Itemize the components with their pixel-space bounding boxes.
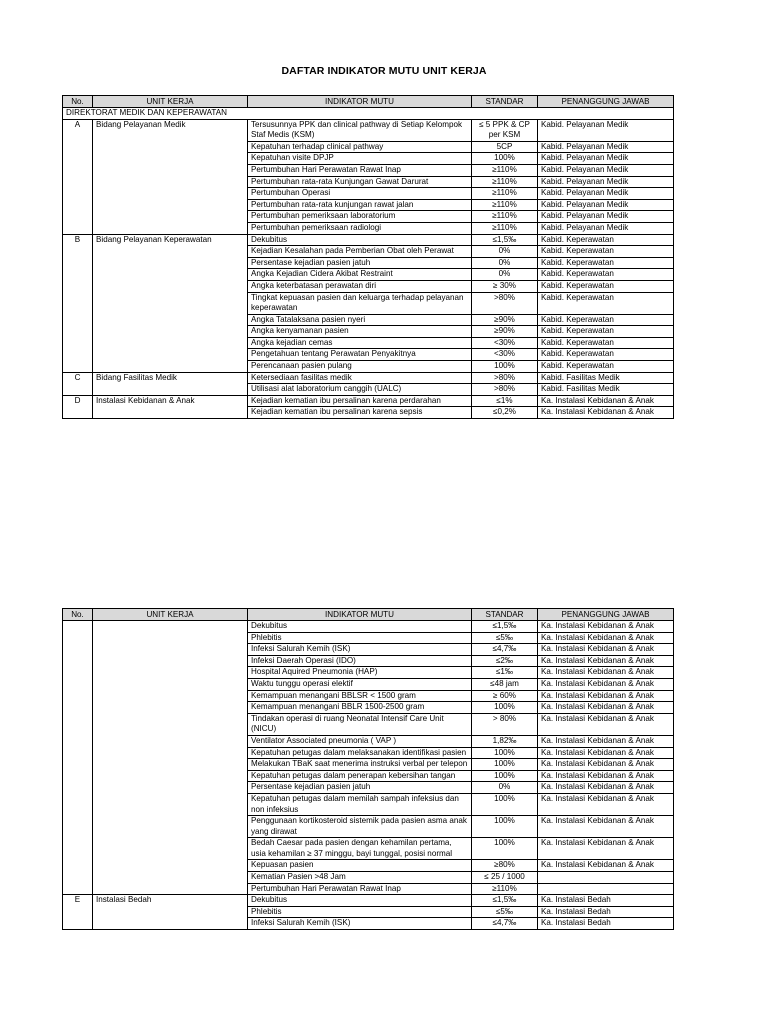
- indikator-mutu: Pertumbuhan pemeriksaan laboratorium: [248, 211, 472, 223]
- indikator-mutu: Angka Tatalaksana pasien nyeri: [248, 314, 472, 326]
- indikator-mutu: Tingkat kepuasan pasien dan keluarga terhadap pelayanan keperawatan: [248, 292, 472, 314]
- header-penanggung-jawab: PENANGGUNG JAWAB: [538, 609, 674, 621]
- penanggung-jawab: Ka. Instalasi Kebidanan & Anak: [538, 713, 674, 735]
- standar: 0%: [472, 257, 538, 269]
- indikator-mutu: Pertumbuhan rata-rata kunjungan rawat jalan: [248, 199, 472, 211]
- penanggung-jawab: Ka. Instalasi Kebidanan & Anak: [538, 816, 674, 838]
- table-row: [63, 234, 674, 246]
- unit-kerja: Bidang Fasilitas Medik: [93, 372, 248, 395]
- penanggung-jawab: Kabid. Keperawatan: [538, 280, 674, 292]
- table-row: [63, 621, 674, 633]
- header-unit-kerja: UNIT KERJA: [93, 96, 248, 108]
- penanggung-jawab: [538, 872, 674, 884]
- indikator-mutu: Utilisasi alat laboratorium canggih (UALC): [248, 384, 472, 396]
- table-row: [63, 895, 674, 907]
- indikator-mutu: Angka Kejadian Cidera Akibat Restraint: [248, 269, 472, 281]
- penanggung-jawab: Kabid. Pelayanan Medik: [538, 188, 674, 200]
- penanggung-jawab: Ka. Instalasi Bedah: [538, 906, 674, 918]
- penanggung-jawab: Ka. Instalasi Kebidanan & Anak: [538, 759, 674, 771]
- standar: ≥110%: [472, 883, 538, 895]
- penanggung-jawab: Kabid. Pelayanan Medik: [538, 141, 674, 153]
- indikator-mutu: Waktu tunggu operasi elektif: [248, 678, 472, 690]
- standar: 5CP: [472, 141, 538, 153]
- standar: ≤5‰: [472, 632, 538, 644]
- indikator-mutu: Infeksi Salurah Kemih (ISK): [248, 918, 472, 930]
- penanggung-jawab: Kabid. Keperawatan: [538, 292, 674, 314]
- standar: 100%: [472, 153, 538, 165]
- penanggung-jawab: Ka. Instalasi Bedah: [538, 895, 674, 907]
- table-header-row: [63, 609, 674, 621]
- penanggung-jawab: Ka. Instalasi Kebidanan & Anak: [538, 678, 674, 690]
- indikator-mutu: Kepuasan pasien: [248, 860, 472, 872]
- unit-kerja: Instalasi Kebidanan & Anak: [93, 395, 248, 418]
- standar: 0%: [472, 782, 538, 794]
- penanggung-jawab: Kabid. Keperawatan: [538, 257, 674, 269]
- standar: 100%: [472, 747, 538, 759]
- document-title: DAFTAR INDIKATOR MUTU UNIT KERJA: [281, 65, 487, 77]
- indikator-mutu: Angka kenyamanan pasien: [248, 326, 472, 338]
- indikator-mutu: Pertumbuhan Operasi: [248, 188, 472, 200]
- unit-kerja: Instalasi Bedah: [93, 895, 248, 930]
- indikator-mutu: Dekubitus: [248, 621, 472, 633]
- header-standar: STANDAR: [472, 96, 538, 108]
- standar: 100%: [472, 838, 538, 860]
- penanggung-jawab: Kabid. Pelayanan Medik: [538, 211, 674, 223]
- standar: ≥ 60%: [472, 690, 538, 702]
- standar: ≥90%: [472, 314, 538, 326]
- indikator-mutu: Tindakan operasi di ruang Neonatal Intensif Care Unit (NICU): [248, 713, 472, 735]
- standar: ≤1‰: [472, 667, 538, 679]
- indikator-mutu: Kepatuhan terhadap clinical pathway: [248, 141, 472, 153]
- penanggung-jawab: Kabid. Pelayanan Medik: [538, 153, 674, 165]
- penanggung-jawab: Ka. Instalasi Kebidanan & Anak: [538, 747, 674, 759]
- indikator-mutu: Angka keterbatasan perawatan diri: [248, 280, 472, 292]
- indikator-mutu: Persentase kejadian pasien jatuh: [248, 782, 472, 794]
- header-unit-kerja: UNIT KERJA: [93, 609, 248, 621]
- indikator-mutu: Angka kejadian cemas: [248, 337, 472, 349]
- standar: >80%: [472, 372, 538, 384]
- indikator-mutu: Pertumbuhan rata-rata Kunjungan Gawat Darurat: [248, 176, 472, 188]
- table-row: [63, 372, 674, 384]
- standar: ≤ 25 / 1000: [472, 872, 538, 884]
- penanggung-jawab: Ka. Instalasi Kebidanan & Anak: [538, 860, 674, 872]
- penanggung-jawab: Kabid. Pelayanan Medik: [538, 199, 674, 211]
- section-row: [63, 108, 674, 120]
- standar: <30%: [472, 349, 538, 361]
- penanggung-jawab: Kabid. Pelayanan Medik: [538, 119, 674, 141]
- penanggung-jawab: Ka. Instalasi Kebidanan & Anak: [538, 655, 674, 667]
- unit-kerja: Bidang Pelayanan Keperawatan: [93, 234, 248, 372]
- indikator-mutu: Pertumbuhan pemeriksaan radiologi: [248, 222, 472, 234]
- standar: ≤1,5‰: [472, 895, 538, 907]
- indikator-mutu: Dekubitus: [248, 234, 472, 246]
- standar: ≤1,5‰: [472, 234, 538, 246]
- standar: >80%: [472, 384, 538, 396]
- header-indikator-mutu: INDIKATOR MUTU: [248, 609, 472, 621]
- indikator-mutu: Kejadian kematian ibu persalinan karena sepsis: [248, 407, 472, 419]
- penanggung-jawab: Kabid. Keperawatan: [538, 246, 674, 258]
- section-label: DIREKTORAT MEDIK DAN KEPERAWATAN: [63, 108, 674, 120]
- penanggung-jawab: [538, 883, 674, 895]
- indikator-mutu: Melakukan TBaK saat menerima instruksi verbal per telepon: [248, 759, 472, 771]
- standar: 100%: [472, 816, 538, 838]
- indikator-mutu: Kematian Pasien >48 Jam: [248, 872, 472, 884]
- standar: ≥110%: [472, 188, 538, 200]
- indikator-mutu: Bedah Caesar pada pasien dengan kehamilan pertama, usia kehamilan ≥ 37 minggu, bayi tunggal, posisi normal: [248, 838, 472, 860]
- standar: 100%: [472, 793, 538, 815]
- penanggung-jawab: Kabid. Pelayanan Medik: [538, 164, 674, 176]
- standar: > 80%: [472, 713, 538, 735]
- standar: ≥110%: [472, 222, 538, 234]
- standar: ≥110%: [472, 164, 538, 176]
- standar: ≥80%: [472, 860, 538, 872]
- penanggung-jawab: Ka. Instalasi Kebidanan & Anak: [538, 735, 674, 747]
- standar: ≥90%: [472, 326, 538, 338]
- indikator-mutu: Infeksi Salurah Kemih (ISK): [248, 644, 472, 656]
- indikator-mutu: Tersusunnya PPK dan clinical pathway di Setiap Kelompok Staf Medis (KSM): [248, 119, 472, 141]
- standar: ≤0,2%: [472, 407, 538, 419]
- unit-number: E: [63, 895, 93, 930]
- unit-number: D: [63, 395, 93, 418]
- penanggung-jawab: Kabid. Keperawatan: [538, 349, 674, 361]
- indikator-mutu: Kepatuhan petugas dalam penerapan kebersihan tangan: [248, 770, 472, 782]
- indikator-mutu: Kepatuhan petugas dalam melaksanakan identifikasi pasien: [248, 747, 472, 759]
- standar: ≥110%: [472, 176, 538, 188]
- indikator-mutu: Kemampuan menangani BBLSR < 1500 gram: [248, 690, 472, 702]
- standar: ≥ 30%: [472, 280, 538, 292]
- indikator-mutu: Pertumbuhan Hari Perawatan Rawat Inap: [248, 164, 472, 176]
- standar: 1,82‰: [472, 735, 538, 747]
- header-no: No.: [63, 96, 93, 108]
- indikator-mutu: Pertumbuhan Hari Perawatan Rawat Inap: [248, 883, 472, 895]
- unit-number: B: [63, 234, 93, 372]
- penanggung-jawab: Kabid. Keperawatan: [538, 326, 674, 338]
- header-penanggung-jawab: PENANGGUNG JAWAB: [538, 96, 674, 108]
- penanggung-jawab: Ka. Instalasi Bedah: [538, 918, 674, 930]
- standar: 100%: [472, 770, 538, 782]
- indikator-mutu: Ketersediaan fasilitas medik: [248, 372, 472, 384]
- unit-number: C: [63, 372, 93, 395]
- standar: 100%: [472, 759, 538, 771]
- penanggung-jawab: Ka. Instalasi Kebidanan & Anak: [538, 690, 674, 702]
- standar: ≥110%: [472, 211, 538, 223]
- indikator-mutu: Perencanaan pasien pulang: [248, 361, 472, 373]
- standar: ≤4,7‰: [472, 644, 538, 656]
- indikator-mutu: Kejadian Kesalahan pada Pemberian Obat oleh Perawat: [248, 246, 472, 258]
- standar: 0%: [472, 246, 538, 258]
- table-row: [63, 395, 674, 407]
- standar: ≤ 5 PPK & CP per KSM: [472, 119, 538, 141]
- indikator-mutu: Persentase kejadian pasien jatuh: [248, 257, 472, 269]
- unit-kerja: [93, 621, 248, 895]
- indikator-mutu: Phlebitis: [248, 906, 472, 918]
- standar: ≤48 jam: [472, 678, 538, 690]
- standar: 100%: [472, 702, 538, 714]
- penanggung-jawab: Kabid. Keperawatan: [538, 269, 674, 281]
- penanggung-jawab: Ka. Instalasi Kebidanan & Anak: [538, 644, 674, 656]
- indikator-mutu: Kemampuan menangani BBLR 1500-2500 gram: [248, 702, 472, 714]
- penanggung-jawab: Ka. Instalasi Kebidanan & Anak: [538, 407, 674, 419]
- penanggung-jawab: Kabid. Pelayanan Medik: [538, 176, 674, 188]
- indikator-mutu: Dekubitus: [248, 895, 472, 907]
- penanggung-jawab: Ka. Instalasi Kebidanan & Anak: [538, 702, 674, 714]
- penanggung-jawab: Kabid. Keperawatan: [538, 314, 674, 326]
- penanggung-jawab: Ka. Instalasi Kebidanan & Anak: [538, 395, 674, 407]
- header-standar: STANDAR: [472, 609, 538, 621]
- penanggung-jawab: Ka. Instalasi Kebidanan & Anak: [538, 667, 674, 679]
- penanggung-jawab: Ka. Instalasi Kebidanan & Anak: [538, 632, 674, 644]
- standar: 0%: [472, 269, 538, 281]
- penanggung-jawab: Kabid. Pelayanan Medik: [538, 222, 674, 234]
- unit-number: [63, 621, 93, 895]
- standar: ≤4,7‰: [472, 918, 538, 930]
- standar: ≤5‰: [472, 906, 538, 918]
- penanggung-jawab: Ka. Instalasi Kebidanan & Anak: [538, 621, 674, 633]
- standar: <30%: [472, 337, 538, 349]
- indicator-table-page-2: [62, 608, 674, 930]
- standar: ≤2‰: [472, 655, 538, 667]
- penanggung-jawab: Kabid. Fasilitas Medik: [538, 384, 674, 396]
- header-indikator-mutu: INDIKATOR MUTU: [248, 96, 472, 108]
- indikator-mutu: Phlebitis: [248, 632, 472, 644]
- standar: 100%: [472, 361, 538, 373]
- penanggung-jawab: Ka. Instalasi Kebidanan & Anak: [538, 770, 674, 782]
- penanggung-jawab: Ka. Instalasi Kebidanan & Anak: [538, 793, 674, 815]
- table-row: [63, 119, 674, 141]
- indikator-mutu: Kejadian kematian ibu persalinan karena perdarahan: [248, 395, 472, 407]
- indikator-mutu: Ventilator Associated pneumonia ( VAP ): [248, 735, 472, 747]
- standar: >80%: [472, 292, 538, 314]
- penanggung-jawab: Kabid. Fasilitas Medik: [538, 372, 674, 384]
- penanggung-jawab: Kabid. Keperawatan: [538, 234, 674, 246]
- penanggung-jawab: Kabid. Keperawatan: [538, 337, 674, 349]
- header-no: No.: [63, 609, 93, 621]
- indikator-mutu: Hospital Aquired Pneumonia (HAP): [248, 667, 472, 679]
- indikator-mutu: Kepatuhan petugas dalam memilah sampah infeksius dan non infeksius: [248, 793, 472, 815]
- indikator-mutu: Penggunaan kortikosteroid sistemik pada pasien asma anak yang dirawat: [248, 816, 472, 838]
- penanggung-jawab: Ka. Instalasi Kebidanan & Anak: [538, 782, 674, 794]
- indikator-mutu: Infeksi Daerah Operasi (IDO): [248, 655, 472, 667]
- indikator-mutu: Kepatuhan visite DPJP: [248, 153, 472, 165]
- penanggung-jawab: Kabid. Keperawatan: [538, 361, 674, 373]
- standar: ≤1,5‰: [472, 621, 538, 633]
- indicator-table-page-1: [62, 95, 674, 419]
- indikator-mutu: Pengetahuan tentang Perawatan Penyakitnya: [248, 349, 472, 361]
- unit-kerja: Bidang Pelayanan Medik: [93, 119, 248, 234]
- standar: ≤1%: [472, 395, 538, 407]
- unit-number: A: [63, 119, 93, 234]
- standar: ≥110%: [472, 199, 538, 211]
- penanggung-jawab: Ka. Instalasi Kebidanan & Anak: [538, 838, 674, 860]
- table-header-row: [63, 96, 674, 108]
